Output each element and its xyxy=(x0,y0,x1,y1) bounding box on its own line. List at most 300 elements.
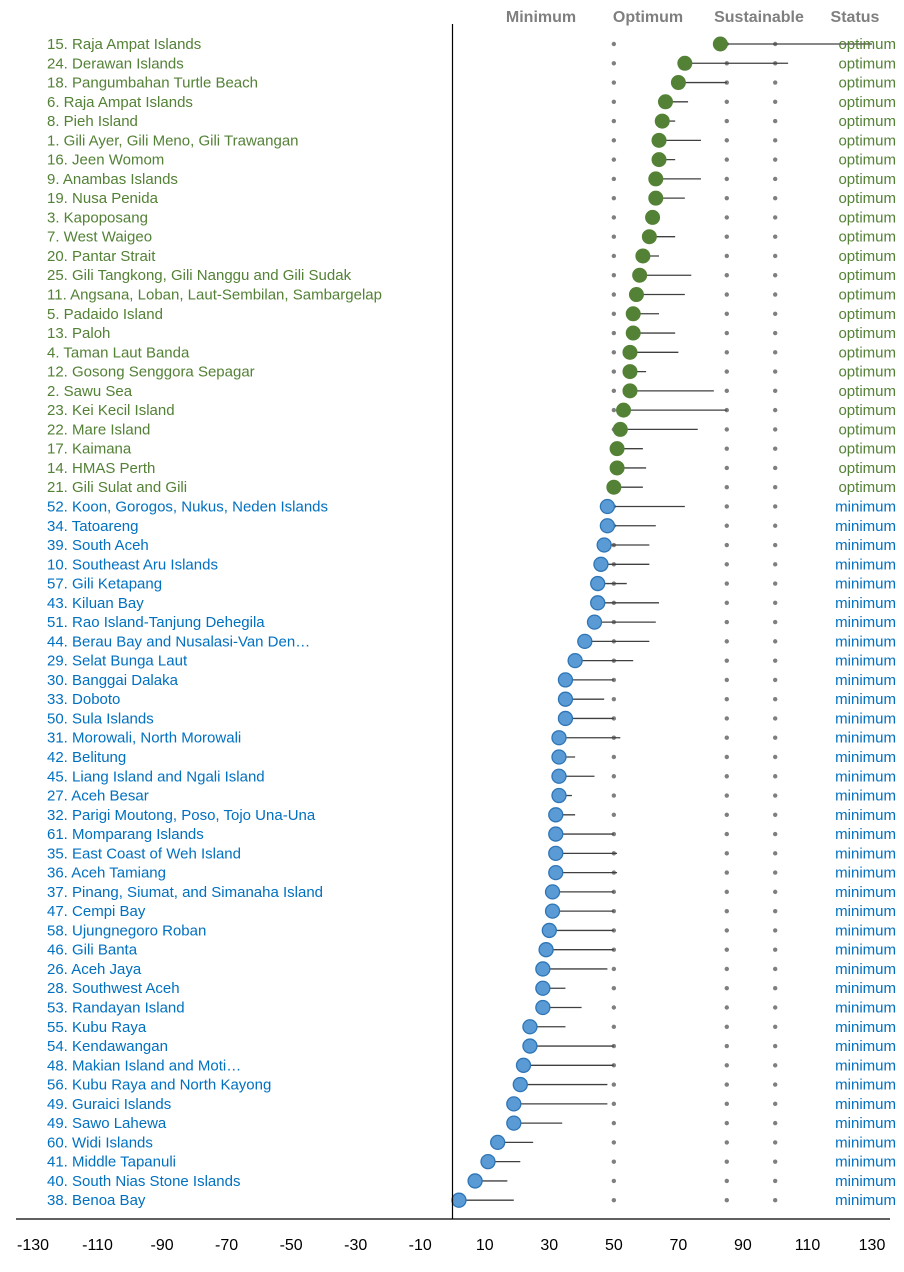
category-label: 20. Pantar Strait xyxy=(47,247,156,265)
reference-dot xyxy=(773,851,777,855)
status-label: minimum xyxy=(835,671,896,689)
value-marker xyxy=(539,943,553,957)
status-label: minimum xyxy=(835,1153,896,1171)
reference-dot xyxy=(725,1005,729,1009)
reference-dot xyxy=(612,1198,616,1202)
reference-dot xyxy=(725,1121,729,1125)
value-marker xyxy=(642,229,657,244)
reference-dot xyxy=(612,813,616,817)
reference-dot xyxy=(612,1140,616,1144)
reference-dot xyxy=(773,1082,777,1086)
category-label: 51. Rao Island-Tanjung Dehegila xyxy=(47,614,265,632)
reference-dot xyxy=(773,196,777,200)
category-label: 45. Liang Island and Ngali Island xyxy=(47,768,265,786)
reference-dot xyxy=(773,389,777,393)
status-label: minimum xyxy=(835,498,896,516)
value-marker xyxy=(516,1058,530,1072)
value-marker xyxy=(616,403,631,418)
reference-dot xyxy=(773,369,777,373)
status-label: minimum xyxy=(835,1095,896,1113)
category-label: 54. Kendawangan xyxy=(47,1038,168,1056)
category-label: 52. Koon, Gorogos, Nukus, Neden Islands xyxy=(47,498,329,516)
status-label: optimum xyxy=(838,190,896,208)
status-label: minimum xyxy=(835,826,896,844)
reference-dot xyxy=(773,928,777,932)
value-marker xyxy=(523,1020,537,1034)
reference-dot xyxy=(725,813,729,817)
value-marker xyxy=(549,827,563,841)
category-label: 21. Gili Sulat and Gili xyxy=(47,479,188,497)
reference-dot xyxy=(773,312,777,316)
reference-dot xyxy=(773,639,777,643)
x-tick-label: 10 xyxy=(475,1237,494,1254)
reference-dot xyxy=(773,793,777,797)
reference-dot xyxy=(725,1159,729,1163)
status-label: optimum xyxy=(838,363,896,381)
reference-dot xyxy=(612,235,616,239)
reference-dot xyxy=(725,138,729,142)
status-label: minimum xyxy=(835,1038,896,1056)
category-label: 36. Aceh Tamiang xyxy=(47,864,166,882)
reference-dot xyxy=(725,273,729,277)
category-label: 9. Anambas Islands xyxy=(47,170,178,188)
reference-dot xyxy=(725,1198,729,1202)
reference-dot xyxy=(725,716,729,720)
reference-dot xyxy=(725,1063,729,1067)
reference-dot xyxy=(725,369,729,373)
status-label: minimum xyxy=(835,980,896,998)
reference-dot xyxy=(725,1179,729,1183)
column-headers xyxy=(506,9,880,26)
value-marker xyxy=(610,441,625,456)
value-marker xyxy=(626,326,641,341)
reference-dot xyxy=(725,870,729,874)
value-marker xyxy=(549,866,563,880)
reference-dot xyxy=(725,736,729,740)
category-label: 61. Momparang Islands xyxy=(47,826,204,844)
value-marker xyxy=(629,287,644,302)
status-label: optimum xyxy=(838,55,896,73)
reference-dot xyxy=(612,1025,616,1029)
status-label: optimum xyxy=(838,344,896,362)
category-label: 28. Southwest Aceh xyxy=(47,980,180,998)
reference-dot xyxy=(725,331,729,335)
reference-dot xyxy=(773,138,777,142)
value-marker xyxy=(713,37,728,52)
value-marker xyxy=(622,383,637,398)
reference-dot xyxy=(773,1140,777,1144)
status-label: minimum xyxy=(835,1134,896,1152)
reference-dot xyxy=(725,967,729,971)
value-marker xyxy=(632,268,647,283)
reference-dot xyxy=(773,215,777,219)
reference-dot xyxy=(725,793,729,797)
value-marker xyxy=(591,596,605,610)
reference-dot xyxy=(773,177,777,181)
x-tick-label: 30 xyxy=(540,1237,559,1254)
category-label: 38. Benoa Bay xyxy=(47,1192,146,1210)
status-label: minimum xyxy=(835,691,896,709)
category-label: 50. Sula Islands xyxy=(47,710,154,728)
reference-dot xyxy=(725,639,729,643)
value-marker xyxy=(481,1155,495,1169)
status-label: minimum xyxy=(835,537,896,555)
status-label: minimum xyxy=(835,941,896,959)
value-marker xyxy=(552,750,566,764)
reference-dot xyxy=(725,196,729,200)
reference-dot xyxy=(773,658,777,662)
stems xyxy=(459,44,872,1200)
reference-dot xyxy=(773,235,777,239)
value-marker xyxy=(652,152,667,167)
category-label: 6. Raja Ampat Islands xyxy=(47,93,193,111)
reference-dot xyxy=(725,890,729,894)
reference-dot xyxy=(725,119,729,123)
status-label: minimum xyxy=(835,883,896,901)
value-marker xyxy=(622,364,637,379)
value-marker xyxy=(558,692,572,706)
reference-dot xyxy=(612,1082,616,1086)
reference-dot xyxy=(725,504,729,508)
x-tick-label: 50 xyxy=(604,1237,623,1254)
status-label: minimum xyxy=(835,748,896,766)
category-label: 49. Sawo Lahewa xyxy=(47,1115,167,1133)
status-label: minimum xyxy=(835,768,896,786)
status-label: minimum xyxy=(835,922,896,940)
reference-dot xyxy=(725,235,729,239)
reference-dot xyxy=(725,1140,729,1144)
reference-dot xyxy=(612,80,616,84)
reference-dot xyxy=(725,466,729,470)
reference-dot xyxy=(773,909,777,913)
reference-dot xyxy=(612,312,616,316)
reference-dot xyxy=(773,524,777,528)
status-label: minimum xyxy=(835,575,896,593)
reference-dot xyxy=(612,292,616,296)
reference-dot xyxy=(773,100,777,104)
reference-dot xyxy=(725,157,729,161)
reference-dot xyxy=(612,157,616,161)
x-tick-label: -10 xyxy=(408,1237,432,1254)
category-label: 7. West Waigeo xyxy=(47,228,153,246)
reference-dot xyxy=(725,389,729,393)
category-label: 44. Berau Bay and Nusalasi-Van Den… xyxy=(47,633,311,651)
reference-dot xyxy=(773,1044,777,1048)
reference-dot xyxy=(773,1159,777,1163)
category-label: 29. Selat Bunga Laut xyxy=(47,652,188,670)
reference-dot xyxy=(612,1102,616,1106)
reference-dot xyxy=(773,157,777,161)
x-tick-label: -90 xyxy=(150,1237,174,1254)
status-label: optimum xyxy=(838,113,896,131)
status-label: minimum xyxy=(835,845,896,863)
reference-dot xyxy=(725,177,729,181)
reference-dot xyxy=(612,697,616,701)
value-marker xyxy=(600,499,614,513)
reference-dot xyxy=(773,350,777,354)
category-label: 18. Pangumbahan Turtle Beach xyxy=(47,74,258,92)
value-marker xyxy=(523,1039,537,1053)
reference-dot xyxy=(725,620,729,624)
markers xyxy=(452,37,728,1208)
reference-dot xyxy=(725,986,729,990)
reference-dot xyxy=(725,562,729,566)
status-label: minimum xyxy=(835,864,896,882)
value-marker xyxy=(552,769,566,783)
x-tick-label: -30 xyxy=(344,1237,368,1254)
reference-dot xyxy=(725,581,729,585)
header-optimum: Optimum xyxy=(612,9,684,26)
reference-dot xyxy=(773,1179,777,1183)
reference-dot xyxy=(725,254,729,258)
status-label: minimum xyxy=(835,1192,896,1210)
reference-dot xyxy=(773,678,777,682)
status-label: optimum xyxy=(838,286,896,304)
x-tick-label: -130 xyxy=(16,1237,50,1254)
reference-dot xyxy=(725,1102,729,1106)
status-label: minimum xyxy=(835,556,896,574)
status-label: minimum xyxy=(835,1057,896,1075)
value-marker xyxy=(648,191,663,206)
value-marker xyxy=(613,422,628,437)
status-label: minimum xyxy=(835,1076,896,1094)
reference-dot xyxy=(773,716,777,720)
category-label: 23. Kei Kecil Island xyxy=(47,402,175,420)
value-marker xyxy=(658,94,673,109)
reference-dot xyxy=(773,697,777,701)
value-marker xyxy=(546,885,560,899)
status-label: minimum xyxy=(835,1115,896,1133)
status-label: minimum xyxy=(835,960,896,978)
value-marker xyxy=(549,808,563,822)
value-marker xyxy=(622,345,637,360)
value-marker xyxy=(587,615,601,629)
reference-dot xyxy=(725,427,729,431)
reference-dot xyxy=(612,1005,616,1009)
reference-dot xyxy=(773,870,777,874)
category-label: 42. Belitung xyxy=(47,748,127,766)
value-marker xyxy=(568,654,582,668)
reference-dot xyxy=(612,389,616,393)
header-status: Status xyxy=(830,9,880,26)
category-label: 30. Banggai Dalaka xyxy=(47,671,178,689)
category-label: 16. Jeen Womom xyxy=(47,151,165,169)
value-marker xyxy=(507,1116,521,1130)
status-label: minimum xyxy=(835,614,896,632)
reference-dot xyxy=(612,138,616,142)
reference-dot xyxy=(612,408,616,412)
category-label: 49. Guraici Islands xyxy=(47,1095,172,1113)
reference-dot xyxy=(612,100,616,104)
reference-dot xyxy=(773,1102,777,1106)
status-label: optimum xyxy=(838,402,896,420)
status-label: minimum xyxy=(835,1018,896,1036)
reference-dot xyxy=(725,524,729,528)
value-marker xyxy=(645,210,660,225)
category-label: 58. Ujungnegoro Roban xyxy=(47,922,207,940)
reference-dot xyxy=(612,967,616,971)
category-label: 24. Derawan Islands xyxy=(47,55,184,73)
category-label: 11. Angsana, Loban, Laut-Sembilan, Sambargelap xyxy=(47,286,382,304)
reference-dot xyxy=(612,755,616,759)
reference-dot xyxy=(773,947,777,951)
header-minimum: Minimum xyxy=(505,9,577,26)
reference-dot xyxy=(612,793,616,797)
reference-dot xyxy=(725,1025,729,1029)
reference-dot xyxy=(612,1159,616,1163)
reference-dot xyxy=(725,485,729,489)
value-marker xyxy=(578,634,592,648)
x-axis-ticks xyxy=(17,1237,885,1254)
category-label: 60. Widi Islands xyxy=(47,1134,153,1152)
category-label: 1. Gili Ayer, Gili Meno, Gili Trawangan xyxy=(47,132,299,150)
status-label: optimum xyxy=(838,325,896,343)
value-marker xyxy=(507,1097,521,1111)
reference-dot xyxy=(773,331,777,335)
reference-dot xyxy=(612,1121,616,1125)
status-label: optimum xyxy=(838,267,896,285)
reference-dot xyxy=(773,1025,777,1029)
status-label: minimum xyxy=(835,806,896,824)
value-marker xyxy=(552,789,566,803)
category-label: 34. Tatoareng xyxy=(47,517,139,535)
reference-dot xyxy=(725,658,729,662)
category-label: 25. Gili Tangkong, Gili Nanggu and Gili Sudak xyxy=(47,267,352,285)
x-tick-label: -50 xyxy=(279,1237,303,1254)
reference-dot xyxy=(773,408,777,412)
status-label: minimum xyxy=(835,633,896,651)
reference-dot xyxy=(612,254,616,258)
reference-dot xyxy=(725,312,729,316)
reference-dot xyxy=(773,967,777,971)
reference-dot xyxy=(612,177,616,181)
reference-dot xyxy=(725,947,729,951)
reference-dot xyxy=(725,292,729,296)
category-label: 26. Aceh Jaya xyxy=(47,960,142,978)
value-marker xyxy=(606,480,621,495)
reference-dot xyxy=(725,350,729,354)
reference-dot xyxy=(725,755,729,759)
reference-dot xyxy=(773,504,777,508)
category-label: 19. Nusa Penida xyxy=(47,190,158,208)
reference-dot xyxy=(612,119,616,123)
reference-dot xyxy=(773,755,777,759)
category-label: 53. Randayan Island xyxy=(47,999,185,1017)
value-marker xyxy=(655,114,670,129)
category-label: 33. Doboto xyxy=(47,691,121,709)
reference-dot xyxy=(773,774,777,778)
status-label: optimum xyxy=(838,93,896,111)
reference-dot xyxy=(773,986,777,990)
status-label: minimum xyxy=(835,999,896,1017)
reference-dot xyxy=(725,1044,729,1048)
value-marker xyxy=(610,460,625,475)
value-marker xyxy=(652,133,667,148)
category-label: 31. Morowali, North Morowali xyxy=(47,729,242,747)
category-label: 55. Kubu Raya xyxy=(47,1018,147,1036)
reference-dot xyxy=(612,42,616,46)
value-marker xyxy=(536,981,550,995)
status-label: optimum xyxy=(838,382,896,400)
reference-dot xyxy=(612,369,616,373)
category-label: 22. Mare Island xyxy=(47,421,151,439)
reference-dot xyxy=(612,986,616,990)
status-label: minimum xyxy=(835,729,896,747)
reference-dot xyxy=(725,851,729,855)
x-tick-label: -110 xyxy=(82,1237,113,1254)
value-marker xyxy=(542,923,556,937)
category-label: 40. South Nias Stone Islands xyxy=(47,1172,241,1190)
value-marker xyxy=(549,846,563,860)
status-label: minimum xyxy=(835,903,896,921)
category-label: 56. Kubu Raya and North Kayong xyxy=(47,1076,272,1094)
value-marker xyxy=(468,1174,482,1188)
reference-dot xyxy=(773,601,777,605)
category-label: 47. Cempi Bay xyxy=(47,903,146,921)
status-label: optimum xyxy=(838,421,896,439)
status-label: minimum xyxy=(835,594,896,612)
reference-dot xyxy=(612,196,616,200)
reference-dot xyxy=(773,620,777,624)
reference-dot xyxy=(612,273,616,277)
x-tick-label: 90 xyxy=(734,1237,752,1254)
status-label: minimum xyxy=(835,787,896,805)
reference-dot xyxy=(773,446,777,450)
status-label: optimum xyxy=(838,36,896,53)
status-label: optimum xyxy=(838,459,896,477)
category-label: 27. Aceh Besar xyxy=(47,787,149,805)
status-label: optimum xyxy=(838,479,896,497)
status-labels xyxy=(835,36,896,1209)
status-label: optimum xyxy=(838,132,896,150)
category-label: 32. Parigi Moutong, Poso, Tojo Una-Una xyxy=(47,806,316,824)
reference-dot xyxy=(773,485,777,489)
category-labels xyxy=(47,36,382,1209)
reference-dot xyxy=(612,331,616,335)
x-tick-label: -70 xyxy=(215,1237,239,1254)
category-label: 48. Makian Island and Moti… xyxy=(47,1057,242,1075)
category-label: 5. Padaido Island xyxy=(47,305,163,323)
reference-dot xyxy=(612,774,616,778)
status-label: optimum xyxy=(838,170,896,188)
x-tick-label: 130 xyxy=(858,1237,886,1254)
reference-dot xyxy=(725,601,729,605)
status-label: minimum xyxy=(835,517,896,535)
category-label: 3. Kapoposang xyxy=(47,209,148,227)
reference-dot xyxy=(773,1005,777,1009)
value-marker xyxy=(552,731,566,745)
status-label: optimum xyxy=(838,74,896,92)
reference-dot xyxy=(725,678,729,682)
value-marker xyxy=(558,673,572,687)
reference-dot xyxy=(612,1179,616,1183)
value-marker xyxy=(452,1193,466,1207)
status-label: minimum xyxy=(835,710,896,728)
value-marker xyxy=(594,557,608,571)
reference-dot xyxy=(612,61,616,65)
value-marker xyxy=(600,519,614,533)
category-label: 57. Gili Ketapang xyxy=(47,575,163,593)
x-tick-label: 110 xyxy=(794,1237,821,1254)
status-label: optimum xyxy=(838,247,896,265)
value-marker xyxy=(536,962,550,976)
category-label: 4. Taman Laut Banda xyxy=(47,344,190,362)
reference-dot xyxy=(612,215,616,219)
category-label: 8. Pieh Island xyxy=(47,113,138,131)
reference-dot xyxy=(773,832,777,836)
reference-dot xyxy=(773,890,777,894)
category-label: 46. Gili Banta xyxy=(47,941,138,959)
